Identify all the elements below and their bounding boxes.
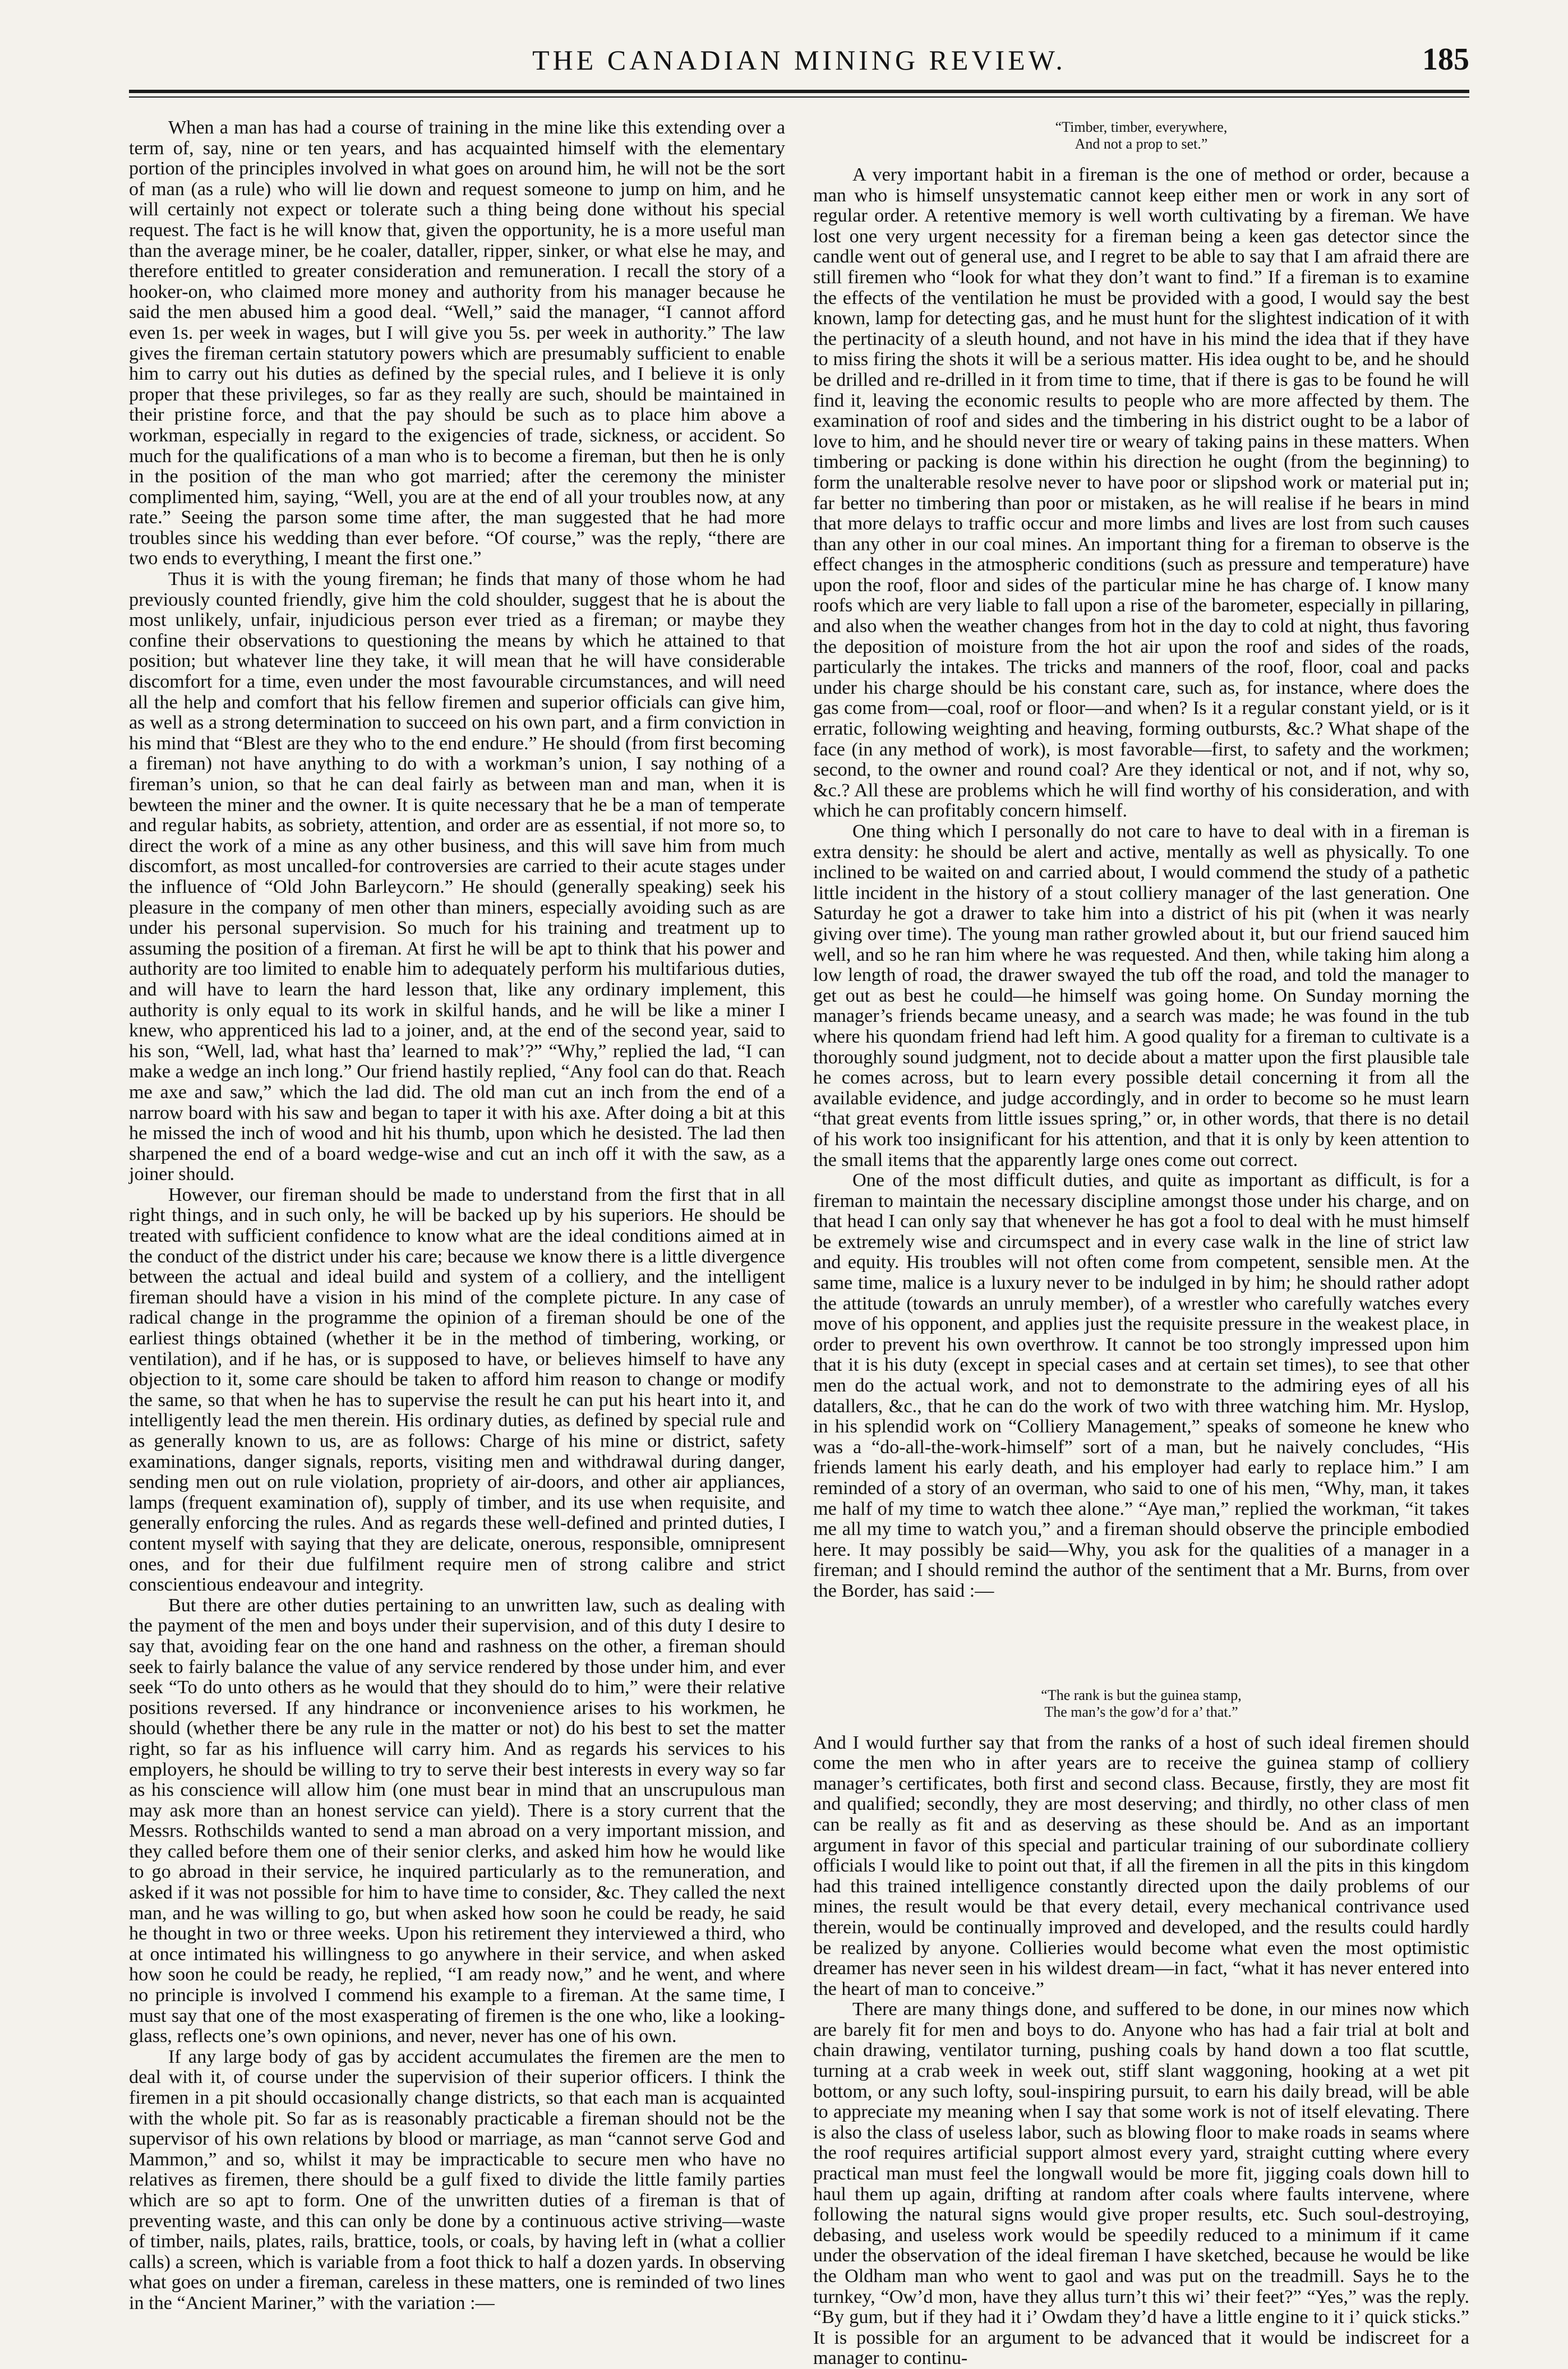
page-number: 185 bbox=[1422, 42, 1469, 77]
publication-title: THE CANADIAN MINING REVIEW. bbox=[532, 44, 1066, 76]
verse-line: The man’s the gow’d for a’ that.” bbox=[1044, 1703, 1238, 1720]
article-paragraph: But there are other duties pertaining to an unwritten law, such as dealing with the payment of the men and boys under their supervision, and of this duty I desire to say that, avoiding fear on the one hand and rashness on the other, a fireman should seek to fairly balance the value of any service rendered by those under him, and ever seek “To do unto others as he would that they should do to him,” were their relative positions reversed. If any hindrance or inconvenience arises to his workmen, he should (whether there be any rule in the matter or not) do his best to set the matter right, so far as his influence will carry him. And as regards his services to his employers, he should be willing to try to serve their best interests in every way so far as his conscience will allow him (one must bear in mind that an unscrupulous man may ask more than an honest service can yield). There is a story current that the Messrs. Rothschilds wanted to send a man abroad on a very important mission, and they called before them one of their senior clerks, and asked him how he would like to go abroad in their service, he inquired particularly as to the remuneration, and asked if it was not possible for him to have time to consider, &c. They called the next man, and he was willing to go, but when asked how soon he could be ready, he said he thought in two or three weeks. Upon his retirement they interviewed a third, who at once intimated his willingness to go anywhere in their service, and when asked how soon he could be ready, he replied, “I am ready now,” and he went, and where no principle is involved I commend his example to a fireman. At the same time, I must say that one of the most exasperating of firemen is the one who, like a looking-glass, reflects one’s own opinions, and never, never has one of his own. bbox=[129, 1594, 785, 2047]
verse-line: “Timber, timber, everywhere, bbox=[1055, 119, 1228, 135]
header-rule-thin bbox=[129, 96, 1469, 98]
column-spacer bbox=[813, 1602, 1469, 1686]
article-paragraph: One of the most difficult duties, and quite as important as difficult, is for a fireman to maintain the necessary discipline amongst those under his charge, and on that head I can only say that whenever he has got a fool to deal with he must himself be extremely wise and circumspect and in every case walk in the line of strict law and equity. His troubles will not often come from competent, sensible men. At the same time, malice is a luxury never to be indulged in by him; he should rather adopt the attitude (towards an unruly member), of a wrestler who carefully watches every move of his opponent, and applies just the requisite pressure in the weakest place, in order to prevent his own overthrow. It cannot be too strongly impressed upon him that it is his duty (except in special cases and at certain set times), to see that other men do the actual work, and not to demonstrate to the admiring eyes of all his datallers, &c., that he can do the work of two with three watching him. Mr. Hyslop, in his splendid work on “Colliery Management,” speaks of someone he knew who was a “do-all-the-work-himself” sort of a man, but he naively concludes, “His friends lament his early death, and his employer had early to replace him.” I am reminded of a story of an overman, who said to one of his men, “Why, man, it takes me half of my time to watch thee alone.” “Aye man,” replied the workman, “it takes me all my time to watch you,” and a fireman should observe the principle embodied here. It may possibly be said—Why, you ask for the qualities of a manager in a fireman; and I should remind the author of the sentiment that a Mr. Burns, from over the Border, has said :— bbox=[813, 1170, 1469, 1601]
article-paragraph: One thing which I personally do not care to have to deal with in a fireman is extra density: he should be alert and active, mentally as well as physically. To one inclined to be waited on and carried about, I would commend the study of a pathetic little incident in the history of a stout colliery manager of the last generation. One Saturday he got a drawer to take him into a district of his pit (when it was nearly giving over time). The young man rather growled about it, but our friend sauced him well, and so he ran him where he was requested. And then, while taking him along a low length of road, the drawer swayed the tub off the road, and told the manager to get out as best he could—he himself was going home. On Sunday morning the manager’s friends became uneasy, and a search was made; he was found in the tub where his quondam friend had left him. A good quality for a fireman to cultivate is a thoroughly sound judgment, not to decide about a matter upon the first plausible tale he comes across, but to learn every possible detail concerning it from all the available evidence, and judge accordingly, and in order to become so he must learn “that great events from little issues spring,” or, in other words, that there is no detail of his work too insignificant for his attention, and that it is only by keen attention to the small items that the apparently large ones come out correct. bbox=[813, 821, 1469, 1170]
article-paragraph: However, our fireman should be made to understand from the first that in all right things, and in such only, he will be backed up by his superiors. He should be treated with sufficient confidence to know what are the ideal conditions aimed at in the conduct of the district under his care; because we know there is a little divergence between the actual and ideal build and system of a colliery, and the intelligent fireman should have a vision in his mind of the complete picture. In any case of radical change in the programme the opinion of a fireman should be one of the earliest things obtained (whether it be in the method of timbering, working, or ventilation), and if he has, or is supposed to have, or believes himself to have any objection to it, some care should be taken to afford him reason to change or modify the same, so that when he has to supervise the result he can put his heart into it, and intelligently lead the men therein. His ordinary duties, as defined by special rule and as generally known to us, are as follows: Charge of his mine or district, safety examinations, danger signals, reports, visiting men and withdrawal during danger, sending men out on rule violation, propriety of air-doors, and other air appliances, lamps (frequent examination of), supply of timber, and its use when requisite, and generally enforcing the rules. And as regards these well-defined and printed duties, I content myself with saying that they are delicate, onerous, responsible, omnipresent ones, and for their due fulfilment require men of strong calibre and strict conscientious endeavour and integrity. bbox=[129, 1184, 785, 1596]
verse-quote-mariner bbox=[813, 119, 1469, 153]
article-paragraph: And I would further say that from the ranks of a host of such ideal firemen should come the men who in after years are to receive the guinea stamp of colliery manager’s certificates, both first and second class. Because, firstly, they are most fit and qualified; secondly, they are most deserving; and thirdly, no other class of men can be really as fit and as deserving as these should be. And as an important argument in favor of this special and particular training of our subordinate colliery officials I would like to point out that, if all the firemen in all the pits in this kingdom had this trained intelligence constantly directed upon the daily problems of our mines, the result would be that every detail, every mechanical contrivance used therein, would be continually improved and developed, and the results could hardly be realized by anyone. Collieries would become what even the most optimistic dreamer has never seen in his wildest dream—in fact, “what it has never entered into the heart of man to conceive.” bbox=[813, 1732, 1469, 1999]
article-paragraph: There are many things done, and suffered to be done, in our mines now which are barely fit for men and boys to do. Anyone who has had a fair trial at bolt and chain drawing, ventilator turning, pushing coals by hand down a too flat scuttle, turning at a crab week in week out, stiff slant waggoning, hooking at a wet pit bottom, or any such lofty, soul-inspiring pursuit, to earn his daily bread, will be able to appreciate my meaning when I say that some work is not of itself elevating. There is also the class of useless labor, such as blowing floor to make roads in seams where the roof requires artificial support almost every yard, straight cutting where every practical man must feel the longwall would be more fit, jigging coals down hill to haul them up again, drifting at random after coals where faults intervene, where following the natural signs would give proper results, etc. Such soul-destroying, debasing, and useless work would be speedily reduced to a minimum if it came under the observation of the ideal fireman I have sketched, because he would be like the Oldham man who went to gaol and was put on the treadmill. Says he to the turnkey, “Ow’d mon, have they allus turn’t this wi’ their feet?” “Yes,” was the reply. “By gum, but if they had it i’ Owdam they’d have a little engine to it i’ quick sticks.” It is possible for an argument to be advanced that it would be indiscreet for a manager to continu- bbox=[813, 1999, 1469, 2369]
article-paragraph: A very important habit in a fireman is the one of method or order, because a man who is himself unsystematic cannot keep either men or work in any sort of regular order. A retentive memory is well worth cultivating by a fireman. We have lost one very urgent necessity for a fireman being a keen gas detector since the candle went out of general use, and I regret to be able to say that I am afraid there are still firemen who “look for what they don’t want to find.” If a fireman is to examine the effects of the ventilation he must be provided with a good, I would say the best known, lamp for detecting gas, and he must hunt for the slightest indication of it with the pertinacity of a sleuth hound, and not have in his mind the idea that if they have to miss firing the shots it will be a serious matter. His idea ought to be, and he should be drilled and re-drilled in it from time to time, that if there is gas to be found he will find it, leaving the economic results to people who are more affected by them. The examination of roof and sides and the timbering in his district ought to be a labor of love to him, and he should never tire or weary of taking pains in these matters. When timbering or packing is done within his direction he ought (from the beginning) to form the unalterable resolve never to have poor or slipshod work or material put in; far better no timbering than poor or mistaken, as he will realise if he bears in mind that more delays to traffic occur and more limbs and lives are lost from such causes than any other in our coal mines. An important thing for a fireman to observe is the effect changes in the atmospheric conditions (such as pressure and temperature) have upon the roof, floor and sides of the particular mine he has charge of. I know many roofs which are very liable to fall upon a rise of the barometer, especially in pillaring, and also when the weather changes from hot in the day to cold at night, thus favoring the deposition of moisture from the hot air upon the roof and sides of the roads, particularly the intakes. The tricks and manners of the roof, floor, coal and packs under his charge should be his constant care, such as, for instance, where does the gas come from—coal, roof or floor—and when? Is it a regular constant yield, or is it erratic, following weighting and heaving, forming outbursts, &c.? What shape of the face (in any method of work), is most favorable—first, to safety and the workmen; second, to the owner and round coal? Are they identical or not, and if not, why so, &c.? All these are problems which he will find worthy of his consideration, and with which he can profitably concern himself. bbox=[813, 164, 1469, 822]
right-column bbox=[813, 118, 1469, 2369]
header-rule-thick bbox=[129, 90, 1469, 93]
verse-quote-burns bbox=[813, 1687, 1469, 1721]
page-header bbox=[129, 39, 1469, 84]
verse-line: “The rank is but the guinea stamp, bbox=[1041, 1686, 1242, 1703]
article-paragraph: When a man has had a course of training in the mine like this extending over a term of, say, nine or ten years, and has acquainted himself with the elementary portion of the principles involved in what goes on around him, he will not be the sort of man (as a rule) who will lie down and request someone to jump on him, and he will certainly not expect or tolerate such a thing being done without his special request. The fact is he will know that, given the opportunity, he is a more useful man than the average miner, be he coaler, dataller, ripper, sinker, or what else he may, and therefore entitled to greater consideration and remuneration. I recall the story of a hooker-on, who claimed more money and authority from his manager because he said the men abused him a good deal. “Well,” said the manager, “I cannot afford even 1s. per week in wages, but I will give you 5s. per week in authority.” The law gives the fireman certain statutory powers which are presumably sufficient to enable him to carry out his duties as defined by the special rules, and I believe it is only proper that these privileges, so far as they really are such, should be maintained in their pristine force, and that the pay should be such as to place him above a workman, especially in regard to the exigencies of trade, sickness, or accident. So much for the qualifications of a man who is to become a fireman, but then he is only in the position of the man who got married; after the ceremony the minister complimented him, saying, “Well, you are at the end of all your troubles now, at any rate.” Seeing the parson some time after, the man suggested that he had more troubles since his wedding than ever before. “Of course,” was the reply, “there are two ends to everything, I meant the first one.” bbox=[129, 117, 785, 569]
left-column bbox=[129, 117, 785, 2313]
verse-line: And not a prop to set.” bbox=[1074, 136, 1208, 152]
article-paragraph: Thus it is with the young fireman; he finds that many of those whom he had previously counted friendly, give him the cold shoulder, suggest that he is about the most unlikely, unfair, injudicious person ever tried as a fireman; or maybe they confine their observations to questioning the means by which he attained to that position; but whatever line they take, it will mean that he will have considerable discomfort for a time, even under the most favourable circumstances, and will need all the help and comfort that his fellow firemen and superior officials can give him, as well as a strong determination to succeed on his own part, and a firm conviction in his mind that “Blest are they who to the end endure.” He should (from first becoming a fireman) not have anything to do with a workman’s union, I say nothing of a fireman’s union, so that he can deal fairly as between man and man, when it is bewteen the miner and the owner. It is quite necessary that he be a man of temperate and regular habits, as sobriety, attention, and order are as essential, if not more so, to direct the work of a mine as any other business, and this will save him from much discomfort, as most uncalled-for controversies are carried to their acute stages under the influence of “Old John Barleycorn.” He should (generally speaking) seek his pleasure in the company of men other than miners, especially avoiding such as are under his personal supervision. So much for his training and treatment up to assuming the position of a fireman. At first he will be apt to think that his power and authority are too limited to enable him to adequately perform his multifarious duties, and will have to learn the hard lesson that, like any ordinary implement, this authority is only equal to its work in skilful hands, and he will be like a miner I knew, who apprenticed his lad to a joiner, and, at the end of the second year, said to his son, “Well, lad, what hast tha’ learned to mak’?” “Why,” replied the lad, “I can make a wedge an inch long.” Our friend hastily replied, “Any fool can do that. Reach me axe and saw,” which the lad did. The old man cut an inch from the end of a narrow board with his saw and began to taper it with his axe. After doing a bit at this he missed the inch of wood and hit his thumb, upon which he desisted. The lad then sharpened the end of a board wedge-wise and cut an inch off it with the saw, as a joiner should. bbox=[129, 569, 785, 1185]
article-paragraph: If any large body of gas by accident accumulates the firemen are the men to deal with it, of course under the supervision of their superior officers. I think the firemen in a pit should occasionally change districts, so that each man is acquainted with the whole pit. So far as is reasonably practicable a fireman should not be the supervisor of his own relations by blood or marriage, as man “cannot serve God and Mammon,” and so, whilst it may be impracticable to secure men who have no relatives as firemen, there should be a gulf fixed to divide the little family parties which are so apt to form. One of the unwritten duties of a fireman is that of preventing waste, and this can only be done by a continuous active striving—waste of timber, nails, plates, rails, brattice, tools, or coals, by having left in (what a collier calls) a screen, which is variable from a foot thick to half a dozen yards. In observing what goes on under a fireman, careless in these matters, one is reminded of two lines in the “Ancient Mariner,” with the variation :— bbox=[129, 2046, 785, 2313]
